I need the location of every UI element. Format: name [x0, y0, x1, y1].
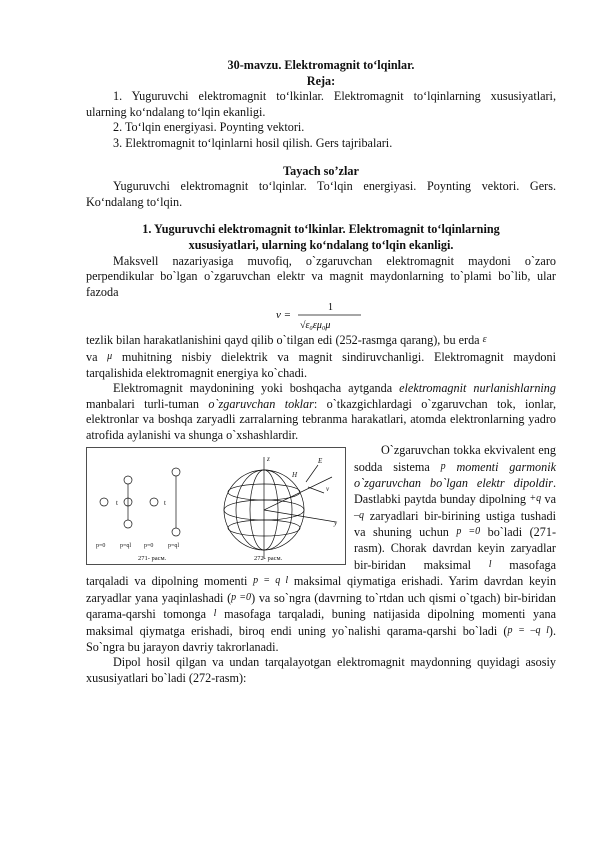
paragraph-5: Dipol hosil qilgan va undan tarqalayotgan elektromagnit maydonning quyidagi asosiy xususiyatlari bo`ladi (272-rasm):	[86, 655, 556, 685]
plan-item-3: 3. Elektromagnit to‘lqinlarni hosil qilish. Gers tajribalari.	[113, 135, 393, 150]
section-heading-line2: xususiyatlari, ularning ko‘ndalang to‘lqin ekanligi.	[188, 237, 454, 252]
figure-wrap	[86, 443, 556, 655]
paragraph-1: Maksvell nazariyasiga muvofiq, o`zgaruvchan elektromagnit maydoni o`zaro perpendikular bo`lgan o`zgaruvchan elektr va magnit maydonlarning to`plami bo`lib, ular fazoda	[86, 253, 556, 299]
section-heading-line1: 1. Yuguruvchi elektromagnit to‘lkinlar. Elektromagnit to‘lqinlarning	[142, 222, 500, 237]
fig-label-H: H	[292, 471, 298, 480]
document-page	[86, 58, 556, 686]
paragraph-4: O`zgaruvchan tokka ekvivalent eng sodda sistema p momenti garmonik o`zgaruvchan bo`lgan elektr dipoldir. Dastlabki paytda bunday dipolning +q va –q zaryadlari bir-birining ustiga tushadi va shuning uchun p =0 bo`ladi (271-rasm). Chorak davrdan keyin zaryadlar bir-biridan maksimal l masofaga tarqaladi va dipolning momenti p = q l maksimal qiymatiga erishadi. Yarim davrdan keyin zaryadlar yana yaqinlashadi (p =0) va so`ngra (davrning to`rtdan uch qismi o`tgach) bir-biridan qarama-qarshi tomonga l masofaga tarqaladi, buning natijasida dipolning momenti yana maksimal qiymatga erishadi, biroq endi uning yo`nalishi qarama-qarshi bo`ladi (p = –q l). So`ngra bu jarayon davriy takrorlanadi.	[86, 443, 557, 654]
fig-label-v: v	[326, 485, 330, 494]
fig-label-E: E	[318, 457, 323, 466]
fig-label-p0b: p=0	[144, 543, 154, 550]
paragraph-3: Elektromagnit maydonining yoki boshqacha aytganda elektromagnit nurlanishlarning manbalari turli-tuman o`zgaruvchan toklar: o`tkazgichlardagi o`zgaruvchan tok, ionlar, elektronlar va boshqa zaryadli zarralarning tebranma harakatlari, atomda elektronlarning yadro atrofida aylanishi va shunga o`xshashlardir.	[86, 381, 557, 442]
fig-label-pql: p=ql	[120, 543, 132, 550]
fig-axis-y: y	[334, 519, 338, 528]
fig272-caption: 272- pacм.	[254, 555, 283, 563]
keywords-label: Tayach so’zlar	[283, 163, 359, 178]
fig-axis-z: z	[267, 455, 270, 464]
fig-label-t1: t	[116, 499, 118, 508]
fig271-caption: 271- pacм.	[138, 555, 167, 563]
formula-lhs: v =	[276, 309, 292, 322]
plan-item-1: 1. Yuguruvchi elektromagnit to‘lkinlar. Elektromagnit to‘lqinlarning xususiyatlari, ularning ko‘ndalang to‘lqin ekanligi.	[86, 89, 556, 119]
velocity-formula	[86, 300, 556, 332]
formula-numerator: 1	[328, 302, 333, 314]
page-title: 30-mavzu. Elektromagnit to‘lqinlar.	[227, 58, 415, 72]
fig-label-pqlb: p=ql	[168, 543, 180, 550]
formula-denominator: √ε₀εμ₀μ	[300, 320, 331, 332]
paragraph-2: tezlik bilan harakatlanishini qayd qilib o`tilgan edi (252-rasmga qarang), bu erda ε va μ muhitning nisbiy dielektrik va magnit sindiruvchanligi. Elektromagnit maydoni tarqalishida elektromagnit energiya ko`chadi.	[86, 333, 556, 380]
plan-label: Reja:	[306, 73, 336, 88]
fig-label-t2: t	[164, 499, 166, 508]
dipole-figures	[86, 447, 346, 565]
plan-item-2: 2. To‘lqin energiyasi. Poynting vektori.	[113, 120, 305, 135]
fig-label-p0: p=0	[96, 543, 106, 550]
keywords-text: Yuguruvchi elektromagnit to‘lqinlar. To‘lqin energiyasi. Poynting vektori. Gers. Ko‘ndalang to‘lqin.	[86, 179, 556, 209]
